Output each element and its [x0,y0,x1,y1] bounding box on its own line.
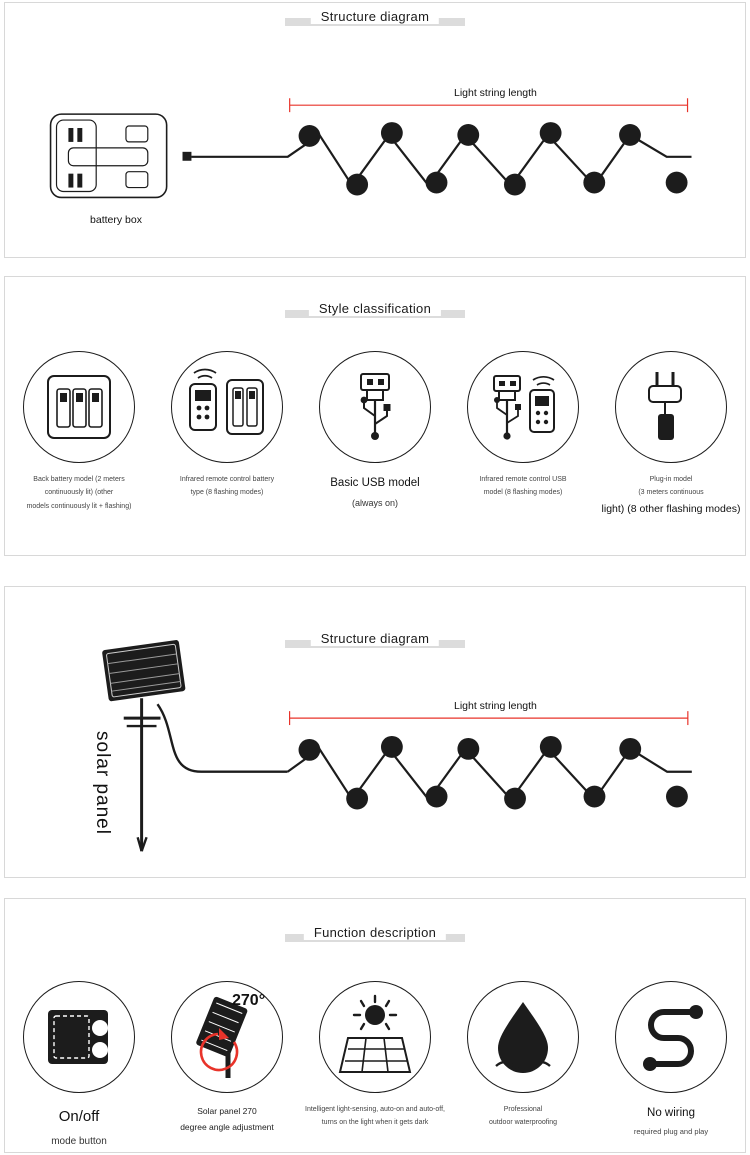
function-item-angle [157,981,297,1135]
style-item-caption: Infrared remote control USB model (8 flashing modes) [479,476,567,497]
structure-diagram-battery-panel [4,2,746,258]
style-icon-row [5,351,745,520]
structure-diagram-solar-panel [4,586,746,878]
function-item-caption: Intelligent light-sensing, auto-on and auto-off, turns on the light when it gets dark [305,1106,445,1127]
function-icon-row [5,981,745,1151]
sun-solar-grid-icon [319,981,431,1093]
on-off-mode-button-icon [23,981,135,1093]
function-item-waterproof [453,981,593,1130]
usb-remote-icon [467,351,579,463]
solar-panel-angle-icon [171,981,283,1093]
waterproof-drop-icon [467,981,579,1093]
solar-panel-label: solar panel [92,731,113,835]
function-item-caption: Solar panel 270 degree angle adjustment [180,1106,274,1133]
heading-bar [285,301,465,318]
style-classification-panel [4,276,746,556]
heading-text: Style classification [309,301,441,316]
heading-text: Function description [304,925,446,940]
style-item-caption: Back battery model (2 meters continuously lit) (other models continuously lit + flashing) [26,476,132,510]
remote-control-battery-icon [171,351,283,463]
style-item-remote-battery [157,351,297,500]
function-item-caption: No wiring required plug and play [633,1107,709,1136]
style-item-battery [9,351,149,513]
angle-badge: 270° [232,992,266,1009]
style-item-caption: Plug-in model (3 meters continuous light) (8 other flashing modes) [601,476,741,515]
function-item-onoff [9,981,149,1151]
solar-string-diagram [5,587,745,877]
heading-bar [285,925,465,942]
usb-plug-icon [319,351,431,463]
light-string-length-label: Light string length [454,87,537,99]
style-item-caption: Infrared remote control battery type (8 flashing modes) [179,476,275,497]
heading-text: Structure diagram [311,9,439,24]
power-plug-icon [615,351,727,463]
function-item-no-wiring [601,981,741,1139]
battery-box-label: battery box [90,214,142,226]
function-item-caption: Professional outdoor waterproofing [488,1106,558,1127]
style-item-usb-remote [453,351,593,500]
function-item-light-sensing [305,981,445,1130]
function-item-caption: On/off mode button [51,1108,107,1147]
function-heading [5,925,745,947]
light-string-length-label: Light string length [454,700,537,712]
function-description-panel [4,898,746,1153]
style-heading [5,301,745,323]
heading-text: Structure diagram [311,631,439,646]
battery-charger-icon [23,351,135,463]
style-item-usb [305,351,445,512]
style-item-caption: Basic USB model (always on) [330,477,420,508]
style-item-plug [601,351,741,520]
no-wiring-cable-icon [615,981,727,1093]
